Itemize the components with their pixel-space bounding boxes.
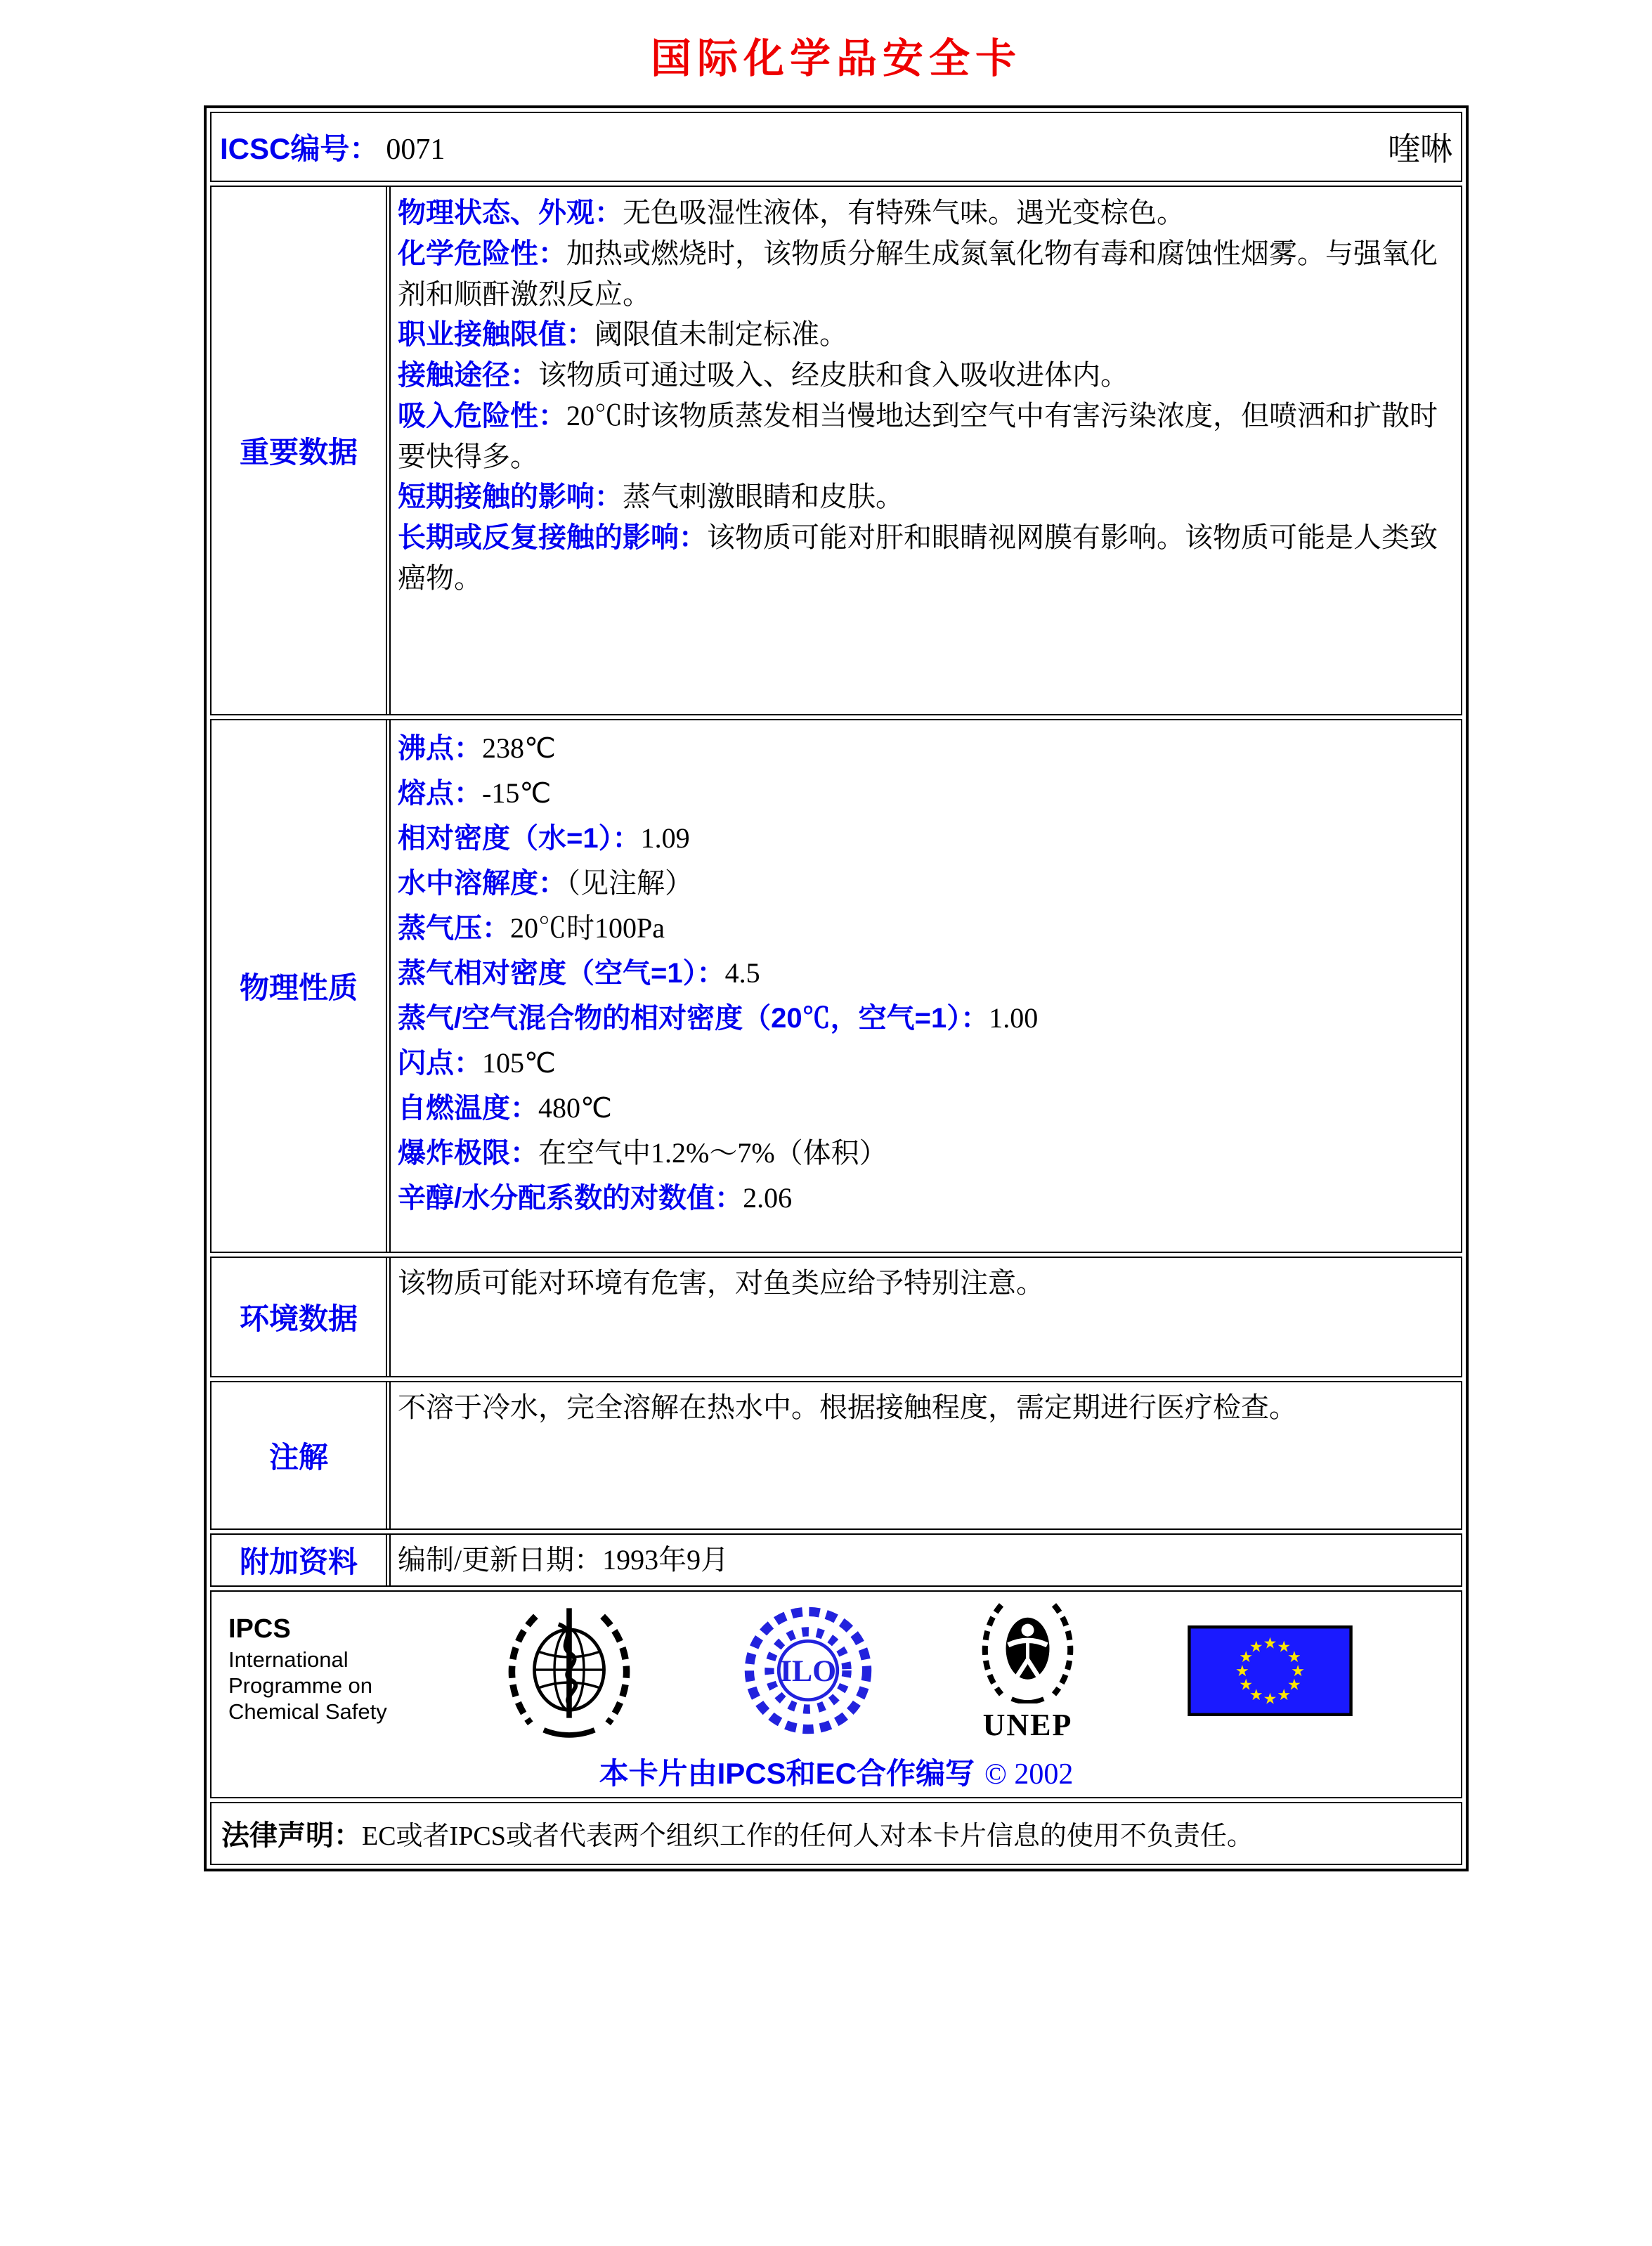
section-important-data xyxy=(210,186,1462,715)
field-value: 20℃时该物质蒸发相当慢地达到空气中有害污染浓度，但喷洒和扩散时要快得多。 xyxy=(398,400,1438,472)
unep-logo-icon xyxy=(970,1598,1086,1703)
field-value: 2.06 xyxy=(743,1182,793,1214)
field-row xyxy=(398,193,1450,233)
field-row xyxy=(398,951,1450,996)
icsc-number-label: ICSC编号： xyxy=(220,132,379,165)
field-value: -15℃ xyxy=(482,777,552,809)
field-row xyxy=(398,861,1450,906)
field-value: 20℃时100Pa xyxy=(510,912,665,944)
field-label: 接触途径： xyxy=(398,360,538,391)
icsc-number-value: 0071 xyxy=(386,134,445,166)
legal-label: 法律声明： xyxy=(221,1820,362,1851)
credit-year: © 2002 xyxy=(984,1758,1074,1791)
field-row xyxy=(398,517,1450,598)
field-label: 相对密度（水=1）： xyxy=(398,823,641,854)
field-row xyxy=(398,771,1450,816)
svg-text:★: ★ xyxy=(1291,1662,1305,1680)
svg-text:★: ★ xyxy=(1277,1638,1292,1656)
field-value: 238℃ xyxy=(482,732,556,764)
physical-properties-content xyxy=(389,720,1461,1252)
ipcs-line: Chemical Safety xyxy=(228,1699,387,1724)
svg-text:★: ★ xyxy=(1287,1648,1301,1666)
field-value: 阈限值未制定标准。 xyxy=(594,318,847,350)
ipcs-line: International xyxy=(228,1647,349,1672)
section-additional-info xyxy=(210,1533,1462,1587)
logo-strip xyxy=(219,1596,1454,1745)
field-row xyxy=(398,816,1450,861)
credit-line xyxy=(219,1751,1454,1793)
field-row xyxy=(398,476,1450,517)
field-row xyxy=(398,1176,1450,1221)
field-value: （见注解） xyxy=(566,867,693,899)
field-label: 辛醇/水分配系数的对数值： xyxy=(398,1183,743,1214)
legal-text: EC或者IPCS或者代表两个组织工作的任何人对本卡片信息的使用不负责任。 xyxy=(362,1822,1254,1851)
field-row xyxy=(398,996,1450,1041)
field-value: 加热或燃烧时，该物质分解生成氮氧化物有毒和腐蚀性烟雾。与强氧化剂和顺酐激烈反应。 xyxy=(398,238,1438,310)
field-value: 480℃ xyxy=(538,1092,612,1124)
field-label: 爆炸极限： xyxy=(398,1138,538,1169)
physical-properties-row-label: 物理性质 xyxy=(212,720,387,1252)
notes-content: 不溶于冷水，完全溶解在热水中。根据接触程度，需定期进行医疗检查。 xyxy=(389,1382,1461,1528)
svg-text:★: ★ xyxy=(1249,1638,1263,1656)
field-row xyxy=(398,906,1450,951)
svg-text:★: ★ xyxy=(1249,1686,1263,1704)
field-row xyxy=(398,726,1450,771)
field-row xyxy=(398,1131,1450,1176)
field-value: 在空气中1.2%～7%（体积） xyxy=(538,1137,887,1169)
field-row xyxy=(398,396,1450,476)
environmental-data-content: 该物质可能对环境有危害，对鱼类应给予特别注意。 xyxy=(389,1258,1461,1376)
field-label: 熔点： xyxy=(398,778,482,809)
field-row xyxy=(398,1086,1450,1131)
ipcs-text-block xyxy=(228,1616,439,1725)
field-label: 沸点： xyxy=(398,733,482,764)
field-label: 自燃温度： xyxy=(398,1093,538,1124)
field-label: 长期或反复接触的影响： xyxy=(398,522,707,553)
credit-text: 本卡片由IPCS和EC合作编写 xyxy=(599,1757,975,1790)
page-title: 国际化学品安全卡 xyxy=(650,34,1022,82)
field-row xyxy=(398,314,1450,355)
ilo-logo-icon xyxy=(738,1604,878,1737)
field-label: 水中溶解度： xyxy=(398,868,566,899)
field-value: 105℃ xyxy=(482,1047,556,1079)
field-row xyxy=(398,355,1450,396)
field-label: 物理状态、外观： xyxy=(398,197,623,228)
field-label: 蒸气/空气混合物的相对密度（20℃，空气=1）： xyxy=(398,1003,989,1034)
section-environmental-data xyxy=(210,1257,1462,1377)
field-value: 1.09 xyxy=(640,822,690,854)
footer-logos-row xyxy=(210,1590,1462,1798)
unep-wordmark: UNEP xyxy=(982,1708,1073,1742)
ipcs-title: IPCS xyxy=(228,1614,291,1644)
icsc-card xyxy=(204,105,1469,1871)
who-logo-icon xyxy=(495,1600,643,1741)
icsc-number-group xyxy=(220,126,445,168)
svg-text:★: ★ xyxy=(1239,1676,1254,1694)
field-value: 该物质可通过吸入、经皮肤和食入吸收进体内。 xyxy=(538,359,1129,391)
unep-logo-block xyxy=(970,1598,1086,1743)
header-row xyxy=(210,112,1462,182)
notes-row-label: 注解 xyxy=(212,1382,387,1528)
svg-text:★: ★ xyxy=(1239,1648,1254,1666)
field-value: 4.5 xyxy=(724,957,760,989)
field-value: 该物质可能对肝和眼睛视网膜有影响。该物质可能是人类致癌物。 xyxy=(398,521,1438,594)
additional-info-row-label: 附加资料 xyxy=(212,1535,387,1585)
additional-info-content: 编制/更新日期：1993年9月 xyxy=(389,1535,1461,1585)
svg-text:★: ★ xyxy=(1277,1686,1292,1704)
svg-text:★: ★ xyxy=(1287,1676,1301,1694)
chemical-name: 喹啉 xyxy=(1388,131,1452,167)
svg-text:★: ★ xyxy=(1263,1689,1277,1708)
svg-text:★: ★ xyxy=(1263,1634,1277,1652)
eu-flag-icon xyxy=(1188,1625,1353,1716)
field-value: 蒸气刺激眼睛和皮肤。 xyxy=(623,481,904,512)
svg-text:★: ★ xyxy=(1235,1662,1249,1680)
field-label: 闪点： xyxy=(398,1048,482,1079)
field-label: 职业接触限值： xyxy=(398,319,594,350)
svg-text:ILO: ILO xyxy=(779,1654,837,1689)
field-value: 1.00 xyxy=(989,1002,1039,1034)
field-label: 吸入危险性： xyxy=(398,401,566,431)
legal-row xyxy=(210,1802,1462,1865)
field-value: 无色吸湿性液体，有特殊气味。遇光变棕色。 xyxy=(623,197,1185,228)
field-label: 蒸气相对密度（空气=1）： xyxy=(398,958,725,989)
environmental-data-row-label: 环境数据 xyxy=(212,1258,387,1376)
field-label: 短期接触的影响： xyxy=(398,481,623,512)
section-physical-properties xyxy=(210,719,1462,1253)
section-notes xyxy=(210,1381,1462,1530)
field-row xyxy=(398,1041,1450,1086)
ipcs-line: Programme on xyxy=(228,1673,373,1698)
field-row xyxy=(398,233,1450,314)
important-data-row-label: 重要数据 xyxy=(212,187,387,714)
field-label: 蒸气压： xyxy=(398,913,510,944)
field-label: 化学危险性： xyxy=(398,238,566,269)
important-data-content xyxy=(389,187,1461,714)
